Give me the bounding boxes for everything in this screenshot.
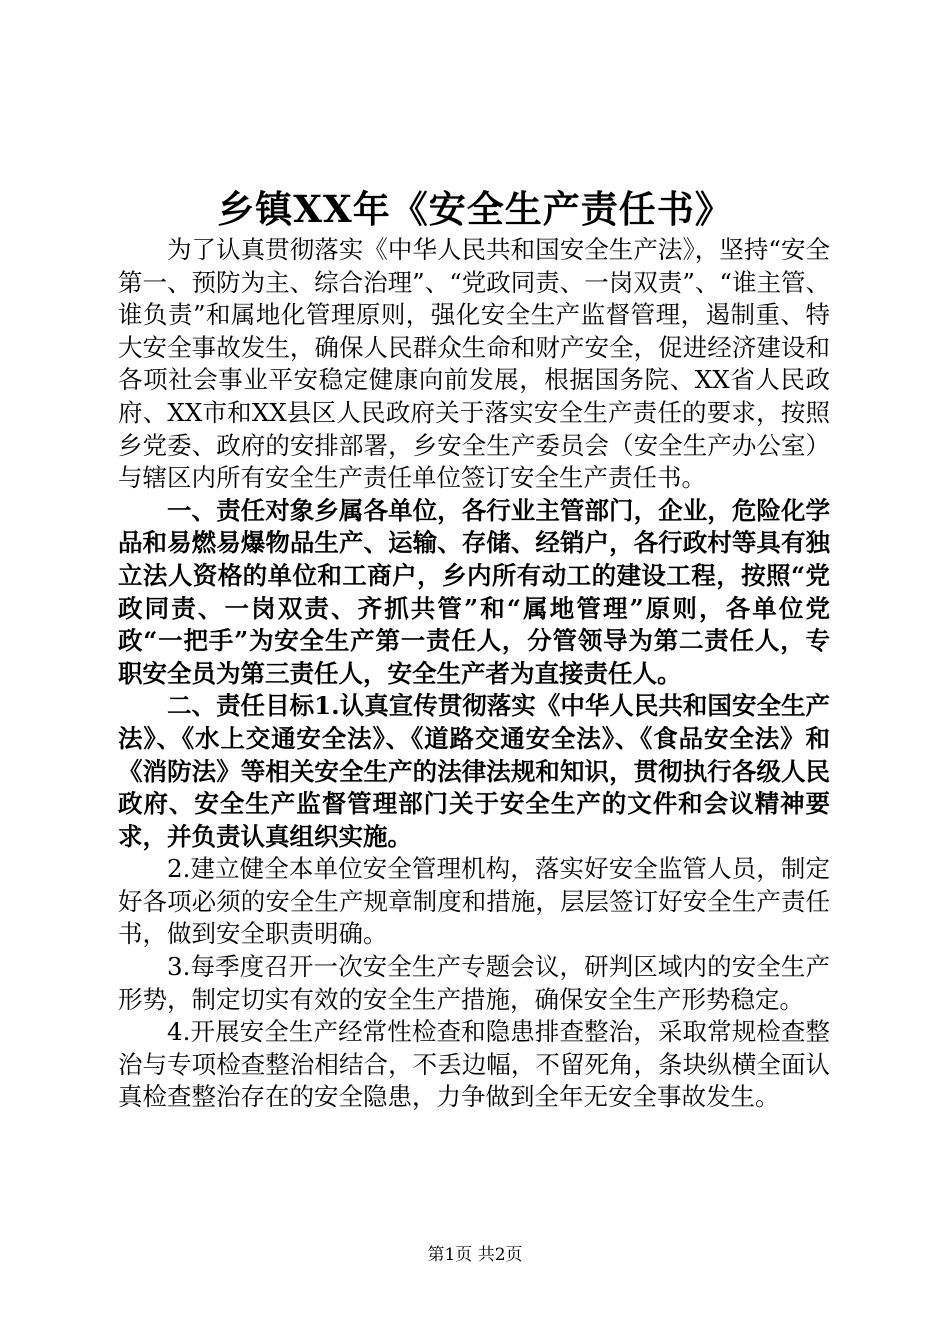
paragraph-section-2: 二、责任目标1.认真宣传贯彻落实《中华人民共和国安全生产法》、《水上交通安全法》、《道路交通安全法》、《食品安全法》和《消防法》等相关安全生产的法律法规和知识，贯彻执行各级人民政府、安全生产监督管理部门关于安全生产的文件和会议精神要求，并负责认真组织实施。: [118, 691, 830, 851]
document-body: [118, 234, 830, 1114]
paragraph-item-3: 3.每季度召开一次安全生产专题会议，研判区域内的安全生产形势，制定切实有效的安全生产措施，确保安全生产形势稳定。: [118, 952, 830, 1014]
page-number-footer: 第1页 共2页: [427, 1245, 523, 1265]
paragraph-item-4: 4.开展安全生产经常性检查和隐患排查整治，采取常规检查整治与专项检查整治相结合，不丢边幅，不留死角，条块纵横全面认真检查整治存在的安全隐患，力争做到全年无安全事故发生。: [118, 1017, 830, 1112]
paragraph-item-2: 2.建立健全本单位安全管理机构，落实好安全监管人员，制定好各项必须的安全生产规章制度和措施，层层签订好安全生产责任书，做到安全职责明确。: [118, 854, 830, 949]
document-title: 乡镇XX年《安全生产责任书》: [217, 187, 733, 231]
paragraph-intro: 为了认真贯彻落实《中华人民共和国安全生产法》，坚持“安全第一、预防为主、综合治理”、“党政同责、一岗双责”、“谁主管、谁负责”和属地化管理原则，强化安全生产监督管理，遏制重、特大安全事故发生，确保人民群众生命和财产安全，促进经济建设和各项社会事业平安稳定健康向前发展，根据国务院、XX省人民政府、XX市和XX县区人民政府关于落实安全生产责任的要求，按照乡党委、政府的安排部署，乡安全生产委员会（安全生产办公室）与辖区内所有安全生产责任单位签订安全生产责任书。: [118, 235, 830, 493]
paragraph-section-1: 一、责任对象乡属各单位，各行业主管部门，企业，危险化学品和易燃易爆物品生产、运输、存储、经销户，各行政村等具有独立法人资格的单位和工商户，乡内所有动工的建设工程，按照“党政同责、一岗双责、齐抓共管”和“属地管理”原则，各单位党政“一把手”为安全生产第一责任人，分管领导为第二责任人，专职安全员为第三责任人，安全生产者为直接责任人。: [118, 495, 830, 688]
